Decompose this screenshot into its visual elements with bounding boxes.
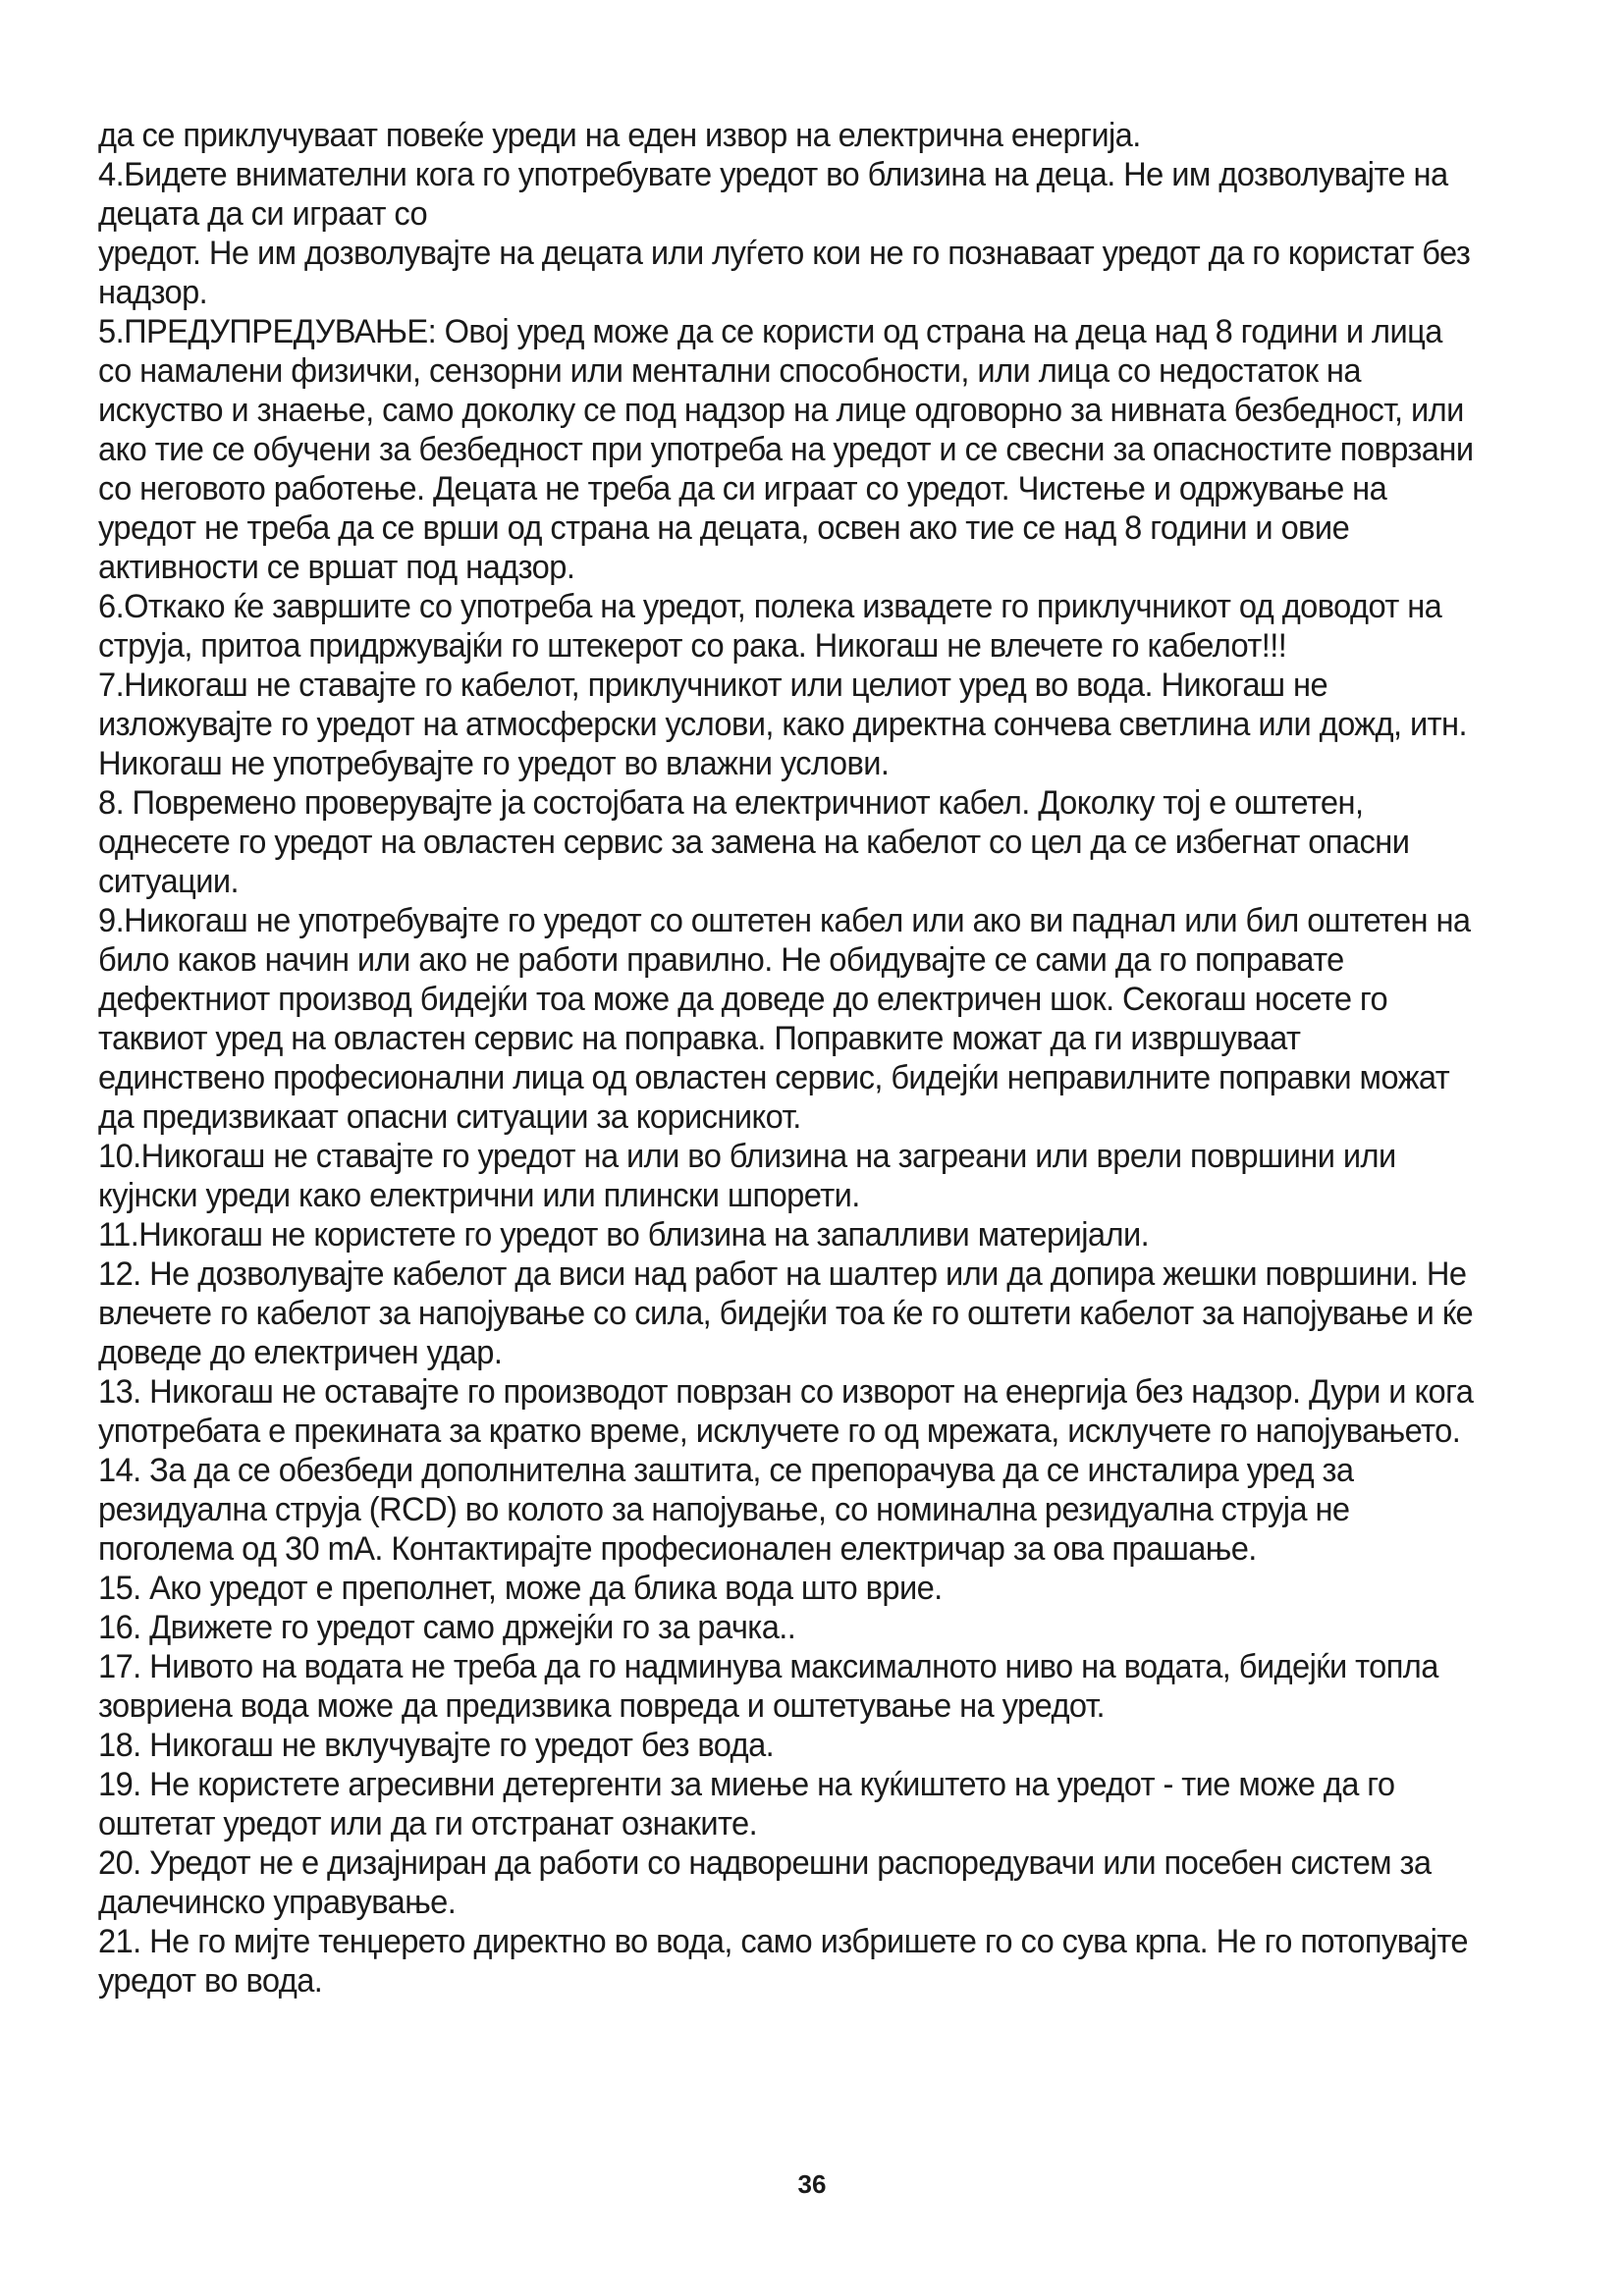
paragraph-item-12: 12. Не дозволувајте кабелот да виси над работ на шалтер или да допира жешки површини. Не влечете го кабелот за напојување со сила, бидејќи тоа ќе го оштети кабелот за напојување и ќе доведе до електричен удар. bbox=[98, 1255, 1474, 1371]
paragraph-item-20: 20. Уредот не е дизајниран да работи со надворешни распоредувачи или посебен систем за далечинско управување. bbox=[98, 1844, 1432, 1921]
paragraph-item-15: 15. Ако уредот е преполнет, може да блика вода што врие. bbox=[98, 1570, 943, 1607]
document-body bbox=[98, 116, 1475, 2001]
paragraph-item-10: 10.Никогаш не ставајте го уредот на или во близина на загреани или врели површини или кујнски уреди како електрични или плински шпорети. bbox=[98, 1138, 1396, 1214]
paragraph-item-18: 18. Никогаш не вклучувајте го уредот без вода. bbox=[98, 1727, 775, 1764]
paragraph-continuation: да се приклучуваат повеќе уреди на еден извор на електрична енергија. bbox=[98, 117, 1141, 154]
page-number: 36 bbox=[797, 2169, 827, 2199]
paragraph-item-14: 14. За да се обезбеди дополнителна заштита, се препорачува да се инсталира уред за резидуална струја (RCD) во колото за напојување, со номинална резидуална струја не поголема од 30 mA. Контактирајте професионален електричар за ова прашање. bbox=[98, 1452, 1354, 1568]
paragraph-item-9: 9.Никогаш не употребувајте го уредот со оштетен кабел или ако ви паднал или бил оштетен на било каков начин или ако не работи правилно. Не обидувајте се сами да го поправате дефектниот производ бидејќи тоа може да доведе до електричен шок. Секогаш носете го таквиот уред на овластен сервис на поправка. Поправките можат да ги извршуваат единствено професионални лица од овластен сервис, бидејќи неправилните поправки можат да предизвикаат опасни ситуации за корисникот. bbox=[98, 902, 1471, 1136]
paragraph-item-4: 4.Бидете внимателни кога го употребувате уредот во близина на деца. Не им дозволувајте на децата да си играат со bbox=[98, 156, 1448, 233]
paragraph-item-21: 21. Не го мијте тенџерето директно во вода, само избришете го со сува крпа. Не го потопувајте уредот во вода. bbox=[98, 1923, 1468, 2000]
paragraph-item-6: 6.Откако ќе завршите со употреба на уредот, полека извадете го приклучникот од доводот на струја, притоа придржувајќи го штекерот со рака. Никогаш не влечете го кабелот!!! bbox=[98, 588, 1442, 665]
paragraph-item-11: 11.Никогаш не користете го уредот во близина на запалливи материјали. bbox=[98, 1216, 1150, 1254]
paragraph-item-16: 16. Движете го уредот само држејќи го за рачка.. bbox=[98, 1609, 796, 1646]
paragraph-item-19: 19. Не користете агресивни детергенти за миење на куќиштето на уредот - тие може да го оштетат уредот или да ги отстранат ознаките. bbox=[98, 1766, 1395, 1842]
paragraph-item-8: 8. Повремено проверувајте ја состојбата на електричниот кабел. Доколку тој е оштетен, однесете го уредот на овластен сервис за замена на кабелот со цел да се избегнат опасни ситуации. bbox=[98, 784, 1410, 900]
paragraph-item-7: 7.Никогаш не ставајте го кабелот, приклучникот или целиот уред во вода. Никогаш не изложувајте го уредот на атмосферски услови, како директна сончева светлина или дожд, итн. Никогаш не употребувајте го уредот во влажни услови. bbox=[98, 667, 1467, 782]
paragraph-item-13: 13. Никогаш не оставајте го производот поврзан со изворот на енергија без надзор. Дури и кога употребата е прекината за кратко време, исклучете го од мрежата, исклучете го напојувањето. bbox=[98, 1373, 1474, 1450]
paragraph-item-17: 17. Нивото на водата не треба да го надминува максималното ниво на водата, бидејќи топла зовриена вода може да предизвика повреда и оштетување на уредот. bbox=[98, 1648, 1438, 1725]
paragraph-item-5-warning: 5.ПРЕДУПРЕДУВАЊЕ: Овој уред може да се користи од страна на деца над 8 години и лица со намалени физички, сензорни или ментални способности, или лица со недостаток на искуство и знаење, само доколку се под надзор на лице одговорно за нивната безбедност, или ако тие се обучени за безбедност при употреба на уредот и се свесни за опасностите поврзани со неговото работење. Децата не треба да си играат со уредот. Чистење и одржување на уредот не треба да се врши од страна на децата, освен ако тие се над 8 години и овие активности се вршат под надзор. bbox=[98, 313, 1474, 586]
paragraph-item-4-continued: уредот. Не им дозволувајте на децата или луѓето кои не го познаваат уредот да го користат без надзор. bbox=[98, 235, 1471, 311]
